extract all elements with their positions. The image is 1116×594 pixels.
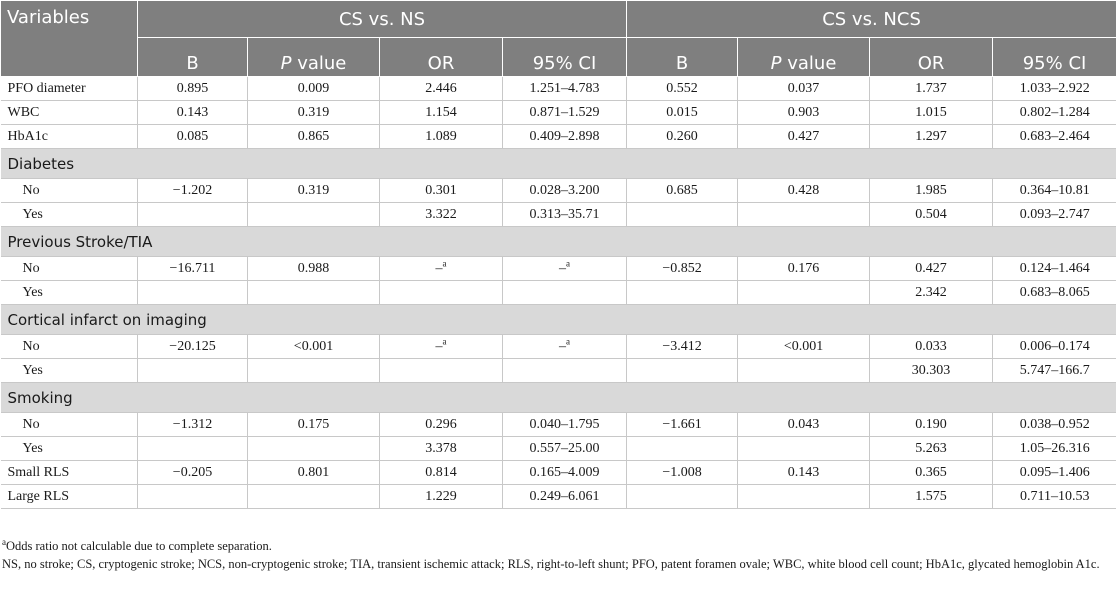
table-cell: 0.176 bbox=[738, 257, 870, 281]
table-cell: 0.409–2.898 bbox=[503, 125, 627, 149]
table-cell: 0.040–1.795 bbox=[503, 413, 627, 437]
table-cell: 0.895 bbox=[138, 77, 248, 101]
table-cell bbox=[138, 437, 248, 461]
table-cell: 0.427 bbox=[738, 125, 870, 149]
section-label: Cortical infarct on imaging bbox=[1, 305, 1116, 335]
table-row bbox=[1, 101, 1116, 125]
table-cell bbox=[627, 203, 738, 227]
row-label: PFO diameter bbox=[1, 77, 138, 101]
table-cell bbox=[138, 203, 248, 227]
table-notes bbox=[2, 537, 1114, 573]
table-cell: 1.154 bbox=[380, 101, 503, 125]
table-row bbox=[1, 461, 1116, 485]
table-cell: 0.190 bbox=[870, 413, 993, 437]
table-cell: 3.322 bbox=[380, 203, 503, 227]
table-cell: 0.143 bbox=[738, 461, 870, 485]
footnote-marker: a bbox=[566, 257, 571, 268]
table-cell: −1.661 bbox=[627, 413, 738, 437]
header-b: B bbox=[138, 38, 248, 77]
table-cell: 0.903 bbox=[738, 101, 870, 125]
table-cell bbox=[738, 359, 870, 383]
table-cell: 0.009 bbox=[248, 77, 380, 101]
row-label: Yes bbox=[1, 203, 138, 227]
table-row bbox=[1, 437, 1116, 461]
table-cell bbox=[627, 281, 738, 305]
table-cell: 0.085 bbox=[138, 125, 248, 149]
table-cell bbox=[738, 437, 870, 461]
table-cell: 1.05–26.316 bbox=[993, 437, 1116, 461]
table-cell: 2.342 bbox=[870, 281, 993, 305]
table-cell: 0.683–8.065 bbox=[993, 281, 1116, 305]
table-row bbox=[1, 203, 1116, 227]
table-cell: 0.043 bbox=[738, 413, 870, 437]
table-cell: −1.202 bbox=[138, 179, 248, 203]
table-cell: 0.124–1.464 bbox=[993, 257, 1116, 281]
row-label: Yes bbox=[1, 359, 138, 383]
header-95ci: 95% CI bbox=[993, 38, 1116, 77]
table-row bbox=[1, 359, 1116, 383]
table-cell: 0.552 bbox=[627, 77, 738, 101]
table-cell: 0.296 bbox=[380, 413, 503, 437]
table-cell: 2.446 bbox=[380, 77, 503, 101]
row-label: Large RLS bbox=[1, 485, 138, 509]
table-row bbox=[1, 335, 1116, 359]
header-variables: Variables bbox=[1, 1, 138, 77]
table-cell: 0.319 bbox=[248, 179, 380, 203]
table-cell: 1.015 bbox=[870, 101, 993, 125]
table-cell bbox=[138, 281, 248, 305]
table-cell: 0.871–1.529 bbox=[503, 101, 627, 125]
table-cell: –$^a$ bbox=[503, 335, 627, 359]
table-cell bbox=[738, 485, 870, 509]
table-cell bbox=[138, 485, 248, 509]
table-cell: 0.557–25.00 bbox=[503, 437, 627, 461]
row-label: Small RLS bbox=[1, 461, 138, 485]
table-cell: 0.814 bbox=[380, 461, 503, 485]
row-label: Yes bbox=[1, 281, 138, 305]
table-cell: <0.001 bbox=[738, 335, 870, 359]
footnote-marker: a bbox=[442, 257, 447, 268]
table-cell bbox=[138, 359, 248, 383]
table-cell bbox=[248, 359, 380, 383]
table-cell: 0.037 bbox=[738, 77, 870, 101]
row-label: No bbox=[1, 335, 138, 359]
table-cell: 30.303 bbox=[870, 359, 993, 383]
table-cell bbox=[248, 437, 380, 461]
table-cell: 1.737 bbox=[870, 77, 993, 101]
table-cell: 0.685 bbox=[627, 179, 738, 203]
table-cell: 5.263 bbox=[870, 437, 993, 461]
table-cell: 0.364–10.81 bbox=[993, 179, 1116, 203]
header-or: OR bbox=[870, 38, 993, 77]
table-cell: 3.378 bbox=[380, 437, 503, 461]
table-cell: 1.985 bbox=[870, 179, 993, 203]
abbreviations-note: NS, no stroke; CS, cryptogenic stroke; NCS, non-cryptogenic stroke; TIA, transient ischemic attack; RLS, right-to-left shunt; PFO, patent foramen ovale; WBC, white blood cell count; HbA1c, glycated hemoglobin A1c. bbox=[2, 557, 1100, 571]
table-row bbox=[1, 125, 1116, 149]
table-cell: −20.125 bbox=[138, 335, 248, 359]
table-cell bbox=[248, 485, 380, 509]
table-cell: 1.033–2.922 bbox=[993, 77, 1116, 101]
table-cell: 0.428 bbox=[738, 179, 870, 203]
header-p-value: P value bbox=[738, 38, 870, 77]
table-cell: 0.319 bbox=[248, 101, 380, 125]
table-cell: 0.093–2.747 bbox=[993, 203, 1116, 227]
table-cell: 5.747–166.7 bbox=[993, 359, 1116, 383]
table-cell: 1.297 bbox=[870, 125, 993, 149]
table-cell bbox=[380, 359, 503, 383]
table-cell: 1.229 bbox=[380, 485, 503, 509]
header-b: B bbox=[627, 38, 738, 77]
table-cell: 0.365 bbox=[870, 461, 993, 485]
table-cell: 0.038–0.952 bbox=[993, 413, 1116, 437]
table-cell: 1.575 bbox=[870, 485, 993, 509]
table-cell bbox=[248, 203, 380, 227]
table-cell: 0.802–1.284 bbox=[993, 101, 1116, 125]
section-label: Diabetes bbox=[1, 149, 1116, 179]
table-cell: −1.008 bbox=[627, 461, 738, 485]
row-label: Yes bbox=[1, 437, 138, 461]
table-cell: −0.852 bbox=[627, 257, 738, 281]
section-row bbox=[1, 383, 1116, 413]
row-label: No bbox=[1, 179, 138, 203]
table-cell: <0.001 bbox=[248, 335, 380, 359]
table-cell: 0.249–6.061 bbox=[503, 485, 627, 509]
table-cell: −0.205 bbox=[138, 461, 248, 485]
table-cell bbox=[248, 281, 380, 305]
table-cell: 0.301 bbox=[380, 179, 503, 203]
header-p-value: P value bbox=[248, 38, 380, 77]
table-cell: 0.015 bbox=[627, 101, 738, 125]
section-label: Smoking bbox=[1, 383, 1116, 413]
section-row bbox=[1, 227, 1116, 257]
table-cell: 1.251–4.783 bbox=[503, 77, 627, 101]
section-row bbox=[1, 149, 1116, 179]
table-cell: –$^a$ bbox=[380, 335, 503, 359]
table-cell: 0.988 bbox=[248, 257, 380, 281]
section-row bbox=[1, 305, 1116, 335]
table-row bbox=[1, 485, 1116, 509]
row-label: No bbox=[1, 257, 138, 281]
table-cell: 0.028–3.200 bbox=[503, 179, 627, 203]
row-label: HbA1c bbox=[1, 125, 138, 149]
footnote-marker: a bbox=[566, 335, 571, 346]
table-cell: 0.801 bbox=[248, 461, 380, 485]
table-cell: −3.412 bbox=[627, 335, 738, 359]
table-cell: 0.683–2.464 bbox=[993, 125, 1116, 149]
table-cell: 1.089 bbox=[380, 125, 503, 149]
header-group-cs-vs-ncs: CS vs. NCS bbox=[627, 1, 1116, 38]
table-cell: 0.033 bbox=[870, 335, 993, 359]
row-label: No bbox=[1, 413, 138, 437]
table-cell: 0.175 bbox=[248, 413, 380, 437]
section-label: Previous Stroke/TIA bbox=[1, 227, 1116, 257]
table-cell bbox=[503, 281, 627, 305]
header-group-cs-vs-ns: CS vs. NS bbox=[138, 1, 627, 38]
table-cell: 0.865 bbox=[248, 125, 380, 149]
table-cell: 0.095–1.406 bbox=[993, 461, 1116, 485]
header-or: OR bbox=[380, 38, 503, 77]
table-body bbox=[1, 77, 1116, 509]
table-cell: –$^a$ bbox=[503, 257, 627, 281]
table-cell bbox=[503, 359, 627, 383]
table-row bbox=[1, 413, 1116, 437]
row-label: WBC bbox=[1, 101, 138, 125]
table-cell bbox=[627, 437, 738, 461]
table-cell: –$^a$ bbox=[380, 257, 503, 281]
table-cell: 0.260 bbox=[627, 125, 738, 149]
table-cell: 0.143 bbox=[138, 101, 248, 125]
table-row bbox=[1, 257, 1116, 281]
table-cell bbox=[627, 485, 738, 509]
table-cell bbox=[738, 281, 870, 305]
table-cell: −1.312 bbox=[138, 413, 248, 437]
table-cell: 0.504 bbox=[870, 203, 993, 227]
table-cell bbox=[380, 281, 503, 305]
table-row bbox=[1, 281, 1116, 305]
table-row bbox=[1, 179, 1116, 203]
footnote-marker: a bbox=[442, 335, 447, 346]
table-row bbox=[1, 77, 1116, 101]
table-cell: 0.313–35.71 bbox=[503, 203, 627, 227]
table-cell: 0.006–0.174 bbox=[993, 335, 1116, 359]
table-cell: −16.711 bbox=[138, 257, 248, 281]
table-cell bbox=[738, 203, 870, 227]
table-cell: 0.711–10.53 bbox=[993, 485, 1116, 509]
footnote-a: $^a$Odds ratio not calculable due to complete separation. bbox=[2, 536, 272, 553]
header-95ci: 95% CI bbox=[503, 38, 627, 77]
table-cell: 0.427 bbox=[870, 257, 993, 281]
table-cell: 0.165–4.009 bbox=[503, 461, 627, 485]
table-cell bbox=[627, 359, 738, 383]
